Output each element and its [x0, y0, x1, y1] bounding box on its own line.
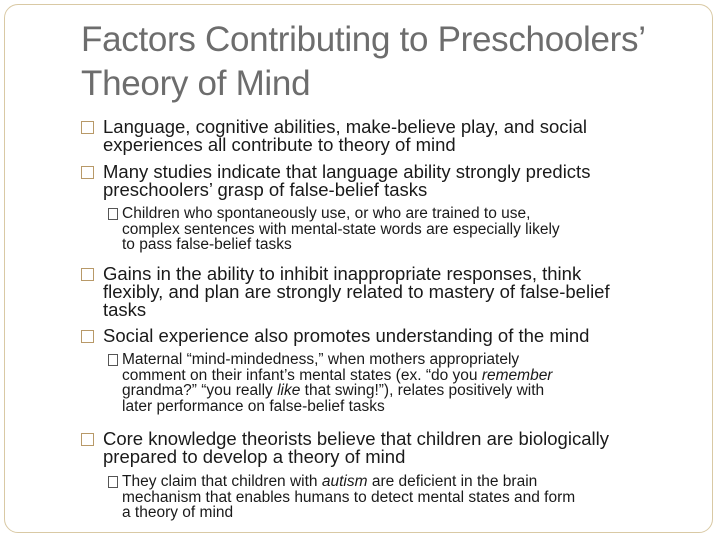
bullet-box-icon	[81, 268, 94, 281]
bullet-box-icon	[81, 121, 94, 134]
subbullet-complex-sentences: Children who spontaneously use, or who are trained to use, complex sentences with mental-state words are especially likely to pass false-belief tasks	[122, 206, 560, 253]
bullet-box-icon	[108, 476, 118, 488]
bullet-box-icon	[81, 330, 94, 343]
bullet-social-experience: Social experience also promotes understanding of the mind	[103, 327, 589, 345]
bullet-box-icon	[108, 354, 118, 366]
bullet-language: Language, cognitive abilities, make-believe play, and social experiences all contribute to theory of mind	[103, 118, 587, 154]
bullet-inhibition: Gains in the ability to inhibit inappropriate responses, think flexibly, and plan are strongly related to mastery of false-belief tasks	[103, 265, 610, 319]
bullet-core-knowledge: Core knowledge theorists believe that children are biologically prepared to develop a theory of mind	[103, 430, 609, 466]
subbullet-autism: They claim that children with autism are deficient in the brain mechanism that enables humans to detect mental states and form a theory of mind	[122, 474, 575, 521]
bullet-box-icon	[108, 208, 118, 220]
title-line-1: Factors Contributing to Preschoolers’	[81, 20, 646, 59]
bullet-language-ability: Many studies indicate that language ability strongly predicts preschoolers’ grasp of false-belief tasks	[103, 163, 590, 199]
bullet-box-icon	[81, 433, 94, 446]
title-line-2: Theory of Mind	[81, 64, 311, 103]
bullet-box-icon	[81, 166, 94, 179]
slide-title	[81, 18, 701, 106]
subbullet-mind-mindedness: Maternal “mind-mindedness,” when mothers appropriately comment on their infant’s mental states (ex. “do you remember grandma?” “you really like that swing!”), relates positively with later performance on false-belief tasks	[122, 352, 552, 414]
